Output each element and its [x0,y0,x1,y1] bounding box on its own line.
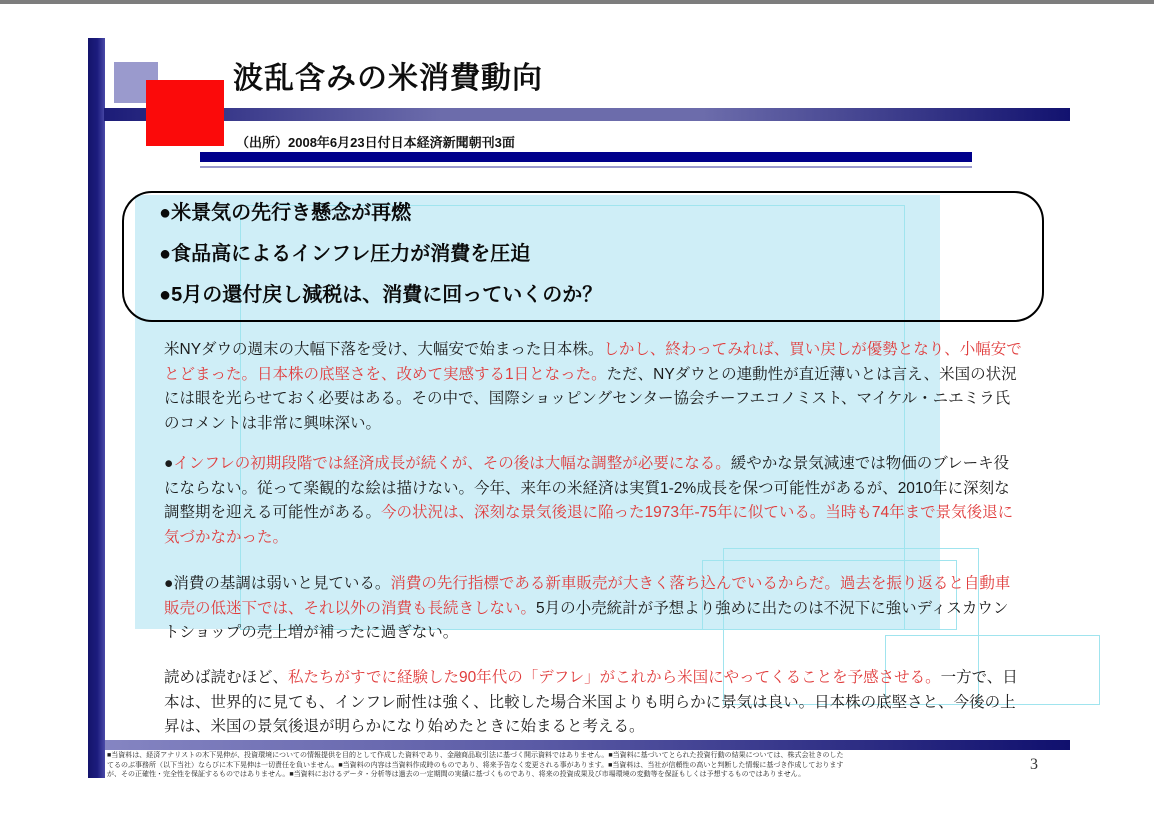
paragraph-segment-red: インフレの初期段階では経済成長が続くが、その後は大幅な調整が必要になる。 [173,455,731,472]
paragraph-segment-red: しかし、終わってみれば、買い戻しが優勢となり、小幅安でとどまった。日本株の底堅さを、改めて実感する1日となった。 [164,341,1022,383]
paragraph-segment-black: 米NYダウの週末の大幅下落を受け、大幅安で始まった日本株。 [164,341,604,358]
bottom-gradient-bar [105,740,1070,750]
headline-bullet: ●食品高によるインフレ圧力が消費を圧迫 [159,243,531,265]
headline-bullet: ●5月の還付戻し減税は、消費に回っていくのか？ [159,284,603,306]
headline-bullets [159,201,1019,324]
page-number: 3 [1030,756,1038,773]
red-decoration-square [146,80,224,146]
paragraph-segment-black: 5月の小売統計が予想より強めに出たのは不況下に強いディスカウントショップの売上増が補ったに過ぎない。 [164,599,1009,642]
body-paragraph [164,452,1022,550]
paragraph-segment-red: 私たちがすでに経験した90年代の「デフレ」がこれから米国にやってくることを予感させる。 [288,669,941,686]
navy-divider-bar [200,152,972,162]
footer-disclaimer-line: が、その正確性・完全性を保証するものではありません。■当資料におけるデータ・分析等は過去の一定期間の実績に基づくものであり、将来の投資成果及び市場環境の変動等を保証もしくは予想するものではありません。 [107,770,806,778]
paragraph-segment-black: ● [164,455,174,472]
body-paragraph [164,338,1022,436]
paragraph-segment-black: 緩やかな景気減速では物価のブレーキ役にならない。従って楽観的な絵は描けない。今年、来年の米経済は実質1-2%成長を保つ可能性があるが、2010年に深刻な調整期を迎える可能性がある。 [164,455,1010,522]
body-paragraph [164,666,1022,740]
paragraph-segment-black: 一方で、日本は、世界的に見ても、インフレ耐性は強く、比較した場合米国よりも明らかに景気は良い。日本株の底堅さと、今後の上昇は、米国の景気後退が明らかになり始めたときに始まると考える。 [164,669,1018,736]
left-accent-bar [88,38,105,778]
paragraph-segment-black: ●消費の基調は弱いと見ている。 [164,575,391,592]
footer-disclaimer [107,751,1067,780]
page-title: 波乱含みの米消費動向 [233,62,543,95]
thin-divider-line [200,166,972,168]
top-divider-bar [0,0,1154,4]
paragraph-segment-red: 今の状況は、深刻な景気後退に陥った1973年-75年に似ている。当時も74年まで景気後退に気づかなかった。 [164,504,1014,546]
source-citation: （出所）2008年6月23日付日本経済新聞朝刊3面 [236,135,515,150]
paragraph-segment-black: 読めば読むほど、 [164,669,289,686]
paragraph-segment-red: 消費の先行指標である新車販売が大きく落ち込んでいるからだ。過去を振り返ると自動車販売の低迷下では、それ以外の消費も長続きしない。 [164,575,1011,617]
footer-disclaimer-line: てるのぶ事務所（以下当社）ならびに木下晃伸は一切責任を負いません。■当資料の内容は当資料作成時のものであり、将来予告なく変更される事があります。■当資料は、当社が信頼性の高いと判断した情報に基づき作成しております [107,760,844,769]
headline-bullet: ●米景気の先行き懸念が再燃 [159,202,412,224]
footer-disclaimer-line: ■当資料は、経済アナリストの木下晃伸が、投資環境についての情報提供を目的として作成した資料であり、金融商品取引法に基づく開示資料ではありません。■当資料に基づいてとられた投資行動の結果については、株式会社きのした [107,751,844,759]
body-paragraph [164,572,1022,646]
title-underline-bar [104,108,1070,121]
paragraph-segment-black: ただ、NYダウとの連動性が直近薄いとは言え、米国の状況には眼を光らせておく必要はある。その中で、国際ショッピングセンター協会チーフエコノミスト、マイケル・ニエミラ氏のコメントは非常に興味深い。 [164,365,1017,432]
